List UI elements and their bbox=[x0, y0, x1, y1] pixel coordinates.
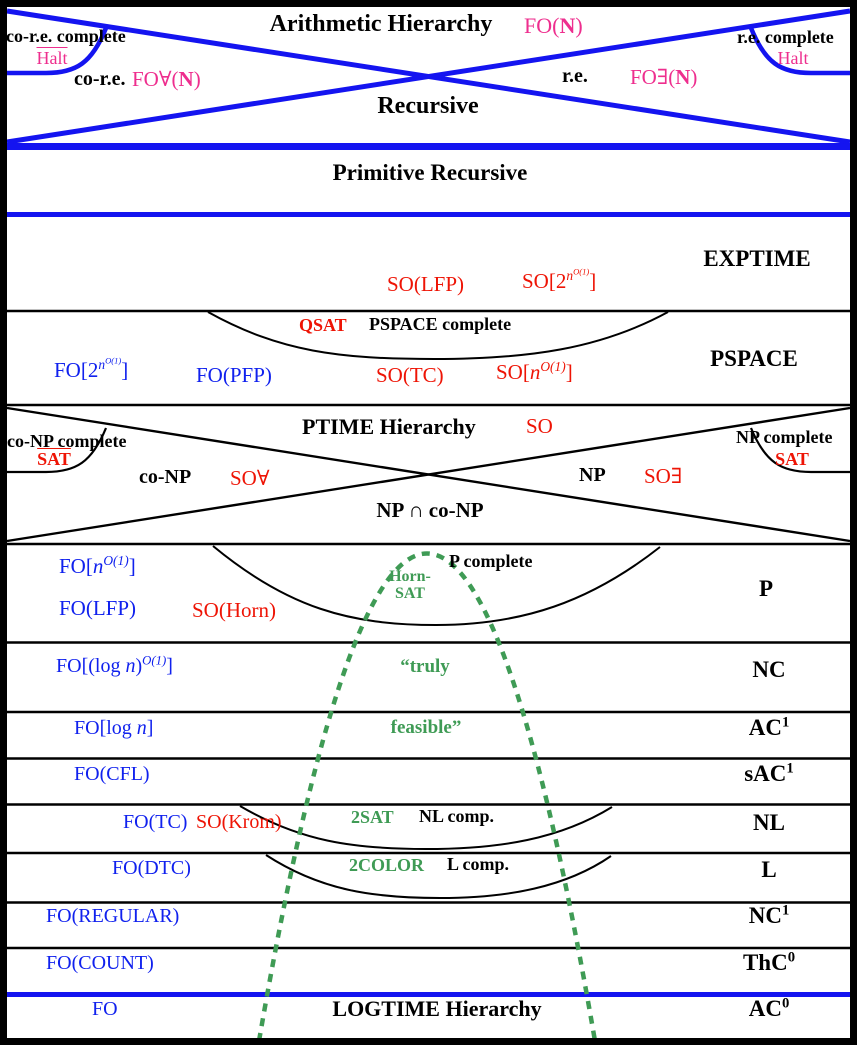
fo-tc-formula: FO(TC) bbox=[123, 811, 188, 833]
l-class-label: L bbox=[761, 857, 777, 882]
fo-lfp-formula: FO(LFP) bbox=[59, 596, 137, 620]
fo-n-formula: FO(N) bbox=[524, 13, 583, 38]
so-exp-formula: $SO[2^{n^{O(1)}}]$ bbox=[522, 266, 597, 293]
so-horn-formula: SO(Horn) bbox=[192, 598, 276, 622]
sat-complement-label: $\overline{SAT}$ bbox=[37, 449, 71, 469]
co-re-label: co-r.e. bbox=[74, 68, 126, 90]
re-complete-label: r.e. complete bbox=[737, 27, 834, 47]
fo-poly-formula: $FO[n^{O(1)}]$ bbox=[59, 553, 136, 578]
so-poly-formula: $SO[n^{O(1)}]$ bbox=[496, 359, 573, 384]
halt-label: Halt bbox=[777, 48, 809, 68]
p-complete-bowl bbox=[213, 546, 660, 625]
np-label: NP bbox=[579, 464, 606, 486]
np-intersect-conp-label: NP ∩ co-NP bbox=[376, 498, 484, 522]
qsat-label: QSAT bbox=[299, 315, 347, 335]
arithmetic-hierarchy-title: Arithmetic Hierarchy bbox=[269, 11, 493, 37]
feasible-label: feasible” bbox=[390, 717, 462, 738]
l-complete-label: L comp. bbox=[447, 854, 510, 874]
co-np-label: co-NP bbox=[139, 466, 192, 488]
ac0-class-label: $AC^0$ bbox=[748, 995, 790, 1021]
nc1-class-label: $NC^1$ bbox=[748, 902, 790, 928]
pspace-class-label: PSPACE bbox=[710, 346, 798, 371]
fo-regular-formula: FO(REGULAR) bbox=[46, 905, 180, 927]
fo-pfp-formula: FO(PFP) bbox=[196, 363, 272, 387]
so-formula: SO bbox=[526, 414, 553, 438]
ptime-hierarchy-title: PTIME Hierarchy bbox=[302, 414, 476, 439]
sat-label: SAT bbox=[775, 449, 809, 469]
pspace-complete-label: PSPACE complete bbox=[369, 314, 512, 334]
p-class-label: P bbox=[758, 576, 774, 601]
nl-class-label: NL bbox=[753, 810, 785, 835]
halt-complement-label: Halt bbox=[36, 48, 68, 68]
truly-label: “truly bbox=[400, 656, 450, 677]
truly-feasible-boundary-curve bbox=[259, 551, 595, 1042]
co-re-complete-label: co-r.e. complete bbox=[6, 26, 126, 46]
nl-complete-label: NL comp. bbox=[419, 806, 495, 826]
primitive-recursive-label: Primitive Recursive bbox=[332, 160, 528, 185]
so-tc-formula: SO(TC) bbox=[376, 363, 444, 387]
exptime-class-label: EXPTIME bbox=[703, 246, 811, 271]
logtime-hierarchy-title: LOGTIME Hierarchy bbox=[332, 996, 542, 1021]
fo-count-formula: FO(COUNT) bbox=[46, 952, 154, 974]
two-sat-label: 2SAT bbox=[351, 807, 394, 827]
recursive-label: Recursive bbox=[377, 93, 479, 119]
fo-logpoly-formula: FO[(log n)$^{O(1)}$] bbox=[56, 653, 173, 677]
so-forall-formula: SO∀ bbox=[230, 466, 270, 490]
horn-sat-label: Horn- SAT bbox=[389, 568, 431, 603]
np-complete-label: NP complete bbox=[736, 427, 833, 447]
fo-log-formula: FO[log n] bbox=[74, 717, 154, 739]
p-complete-label: P complete bbox=[449, 551, 533, 571]
re-label: r.e. bbox=[562, 65, 588, 87]
so-lfp-formula: SO(LFP) bbox=[387, 272, 465, 296]
sac1-class-label: sAC$^1$ bbox=[744, 760, 794, 786]
thc0-class-label: ThC$^0$ bbox=[742, 949, 796, 975]
fo-dtc-formula: FO(DTC) bbox=[112, 857, 191, 879]
so-krom-formula: SO(Krom) bbox=[196, 811, 282, 833]
so-exists-formula: SO∃ bbox=[644, 464, 683, 488]
nc-class-label: NC bbox=[752, 657, 786, 682]
fo-cfl-formula: FO(CFL) bbox=[74, 763, 150, 785]
co-np-complete-label: co-NP complete bbox=[7, 431, 127, 451]
fo-forall-n-formula: FO∀(N) bbox=[132, 67, 201, 91]
ac1-class-label: $AC^1$ bbox=[748, 714, 790, 740]
two-color-label: 2COLOR bbox=[349, 855, 425, 875]
fo-exists-n-formula: FO∃(N) bbox=[630, 65, 698, 89]
fo-exp-formula: $FO[2^{n^{O(1)}}]$ bbox=[54, 355, 129, 382]
fo-formula: FO bbox=[92, 998, 118, 1020]
